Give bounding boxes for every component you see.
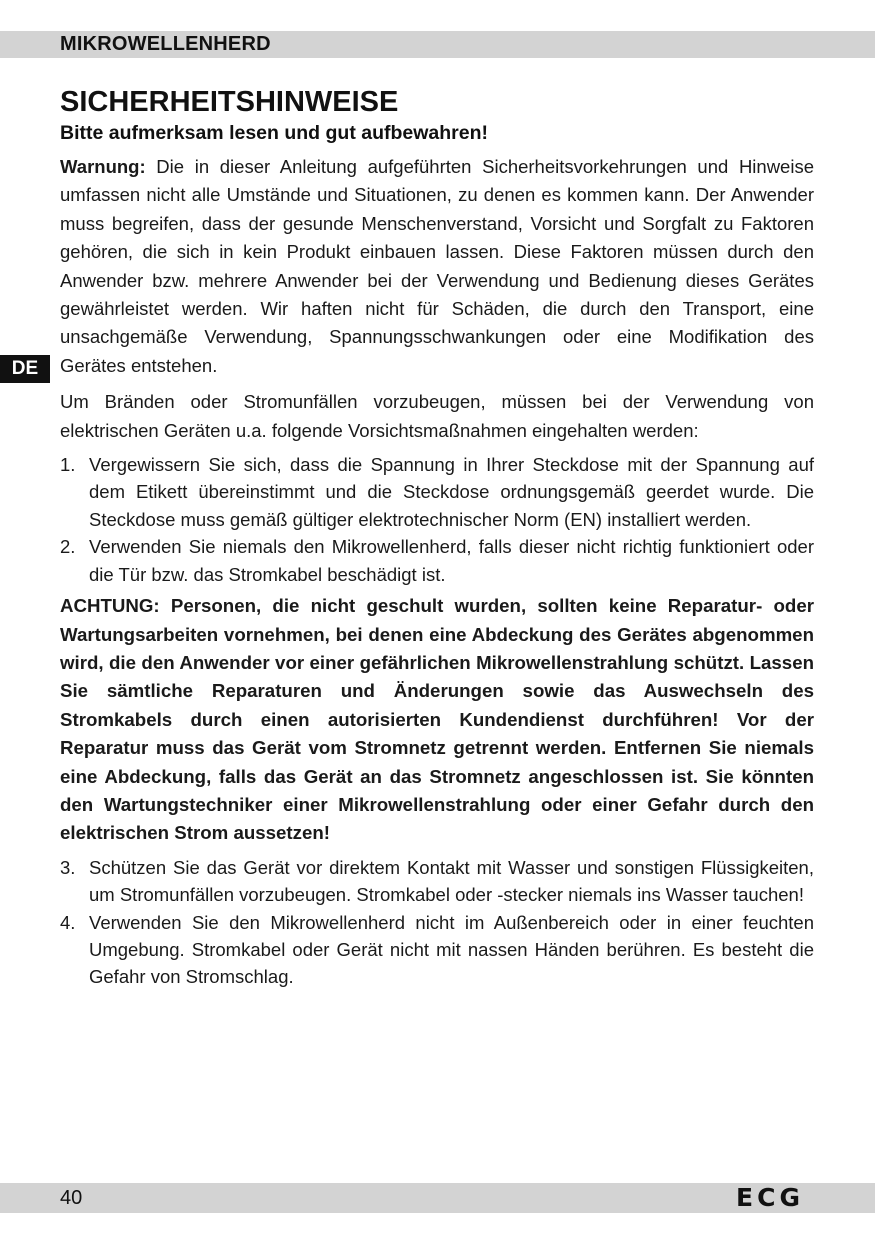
caution-paragraph: ACHTUNG: Personen, die nicht geschult wurden, sollten keine Reparatur- oder Wartungsarbeiten vornehmen, bei denen eine Abdeckung des Gerätes abgenommen wird, die den Anwender vor einer gefährlichen Mikrowellenstrahlung schützt. Lassen Sie sämtliche Reparaturen und Änderungen sowie das Auswechseln des Stromkabels durch einen autorisierten Kundendienst durchführen! Vor der Reparatur muss das Gerät vom Stromnetz getrennt werden. Entfernen Sie niemals eine Abdeckung, falls das Gerät an das Stromnetz angeschlossen ist. Sie könnten den Wartungstechniker einer Mikrowellenstrahlung oder einer Gefahr durch den elektrischen Strom aussetzen! [60,595,814,844]
section-subtitle: Bitte aufmerksam lesen und gut aufbewahren! [60,122,489,144]
list-item-number: 2. [60,536,76,558]
list-item [60,909,814,991]
list-item-text: Verwenden Sie den Mikrowellenherd nicht im Außenbereich oder in einer feuchten Umgebung. Stromkabel oder Gerät nicht mit nassen Händen berühren. Es besteht die Gefahr von Stromschlag. [89,911,814,988]
section-title: SICHERHEITSHINWEISE [60,86,399,118]
list-item-number: 4. [60,911,76,933]
precautions-list-2 [60,854,814,991]
list-item [60,854,814,909]
warning-text: Die in dieser Anleitung aufgeführten Sicherheitsvorkehrungen und Hinweise umfassen nicht alle Umstände und Situationen, zu denen es kommen kann. Der Anwender muss begreifen, dass der gesunde Menschenverstand, Vorsicht und Sorgfalt zu Faktoren gehören, die sich in kein Produkt einbauen lassen. Diese Faktoren müssen durch den Anwender bzw. mehrere Anwender bei der Verwendung und Bedienung dieses Gerätes gewährleistet werden. Wir haften nicht für Schäden, die durch den Transport, eine unsachgemäße Verwendung, Spannungsschwankungen oder eine Modifikation des Gerätes entstehen. [60,156,814,376]
list-item-number: 1. [60,454,76,476]
list-item [60,533,814,588]
ecg-logo: ECG [736,1183,804,1212]
list-item-text: Verwenden Sie niemals den Mikrowellenherd, falls dieser nicht richtig funktioniert oder die Tür bzw. das Stromkabel beschädigt ist. [89,536,814,585]
warning-paragraph [60,153,814,380]
precautions-list-1 [60,451,814,588]
list-item-number: 3. [60,856,76,878]
intro-paragraph: Um Bränden oder Stromunfällen vorzubeugen, müssen bei der Verwendung von elektrischen Geräten u.a. folgende Vorsichtsmaßnahmen eingehalten werden: [60,391,814,441]
page-content [60,84,814,993]
list-item [60,451,814,533]
list-item-text: Vergewissern Sie sich, dass die Spannung in Ihrer Steckdose mit der Spannung auf dem Etikett übereinstimmt und die Steckdose ordnungsgemäß geerdet wurde. Die Steckdose muss gemäß gültiger elektrotechnischer Norm (EN) installiert werden. [89,454,814,530]
warning-label: Warnung: [60,156,146,177]
running-header-title: MIKROWELLENHERD [60,33,271,55]
page-number: 40 [60,1187,83,1209]
list-item-text: Schützen Sie das Gerät vor direktem Kontakt mit Wasser und sonstigen Flüssigkeiten, um Stromunfällen vorzubeugen. Stromkabel oder -stecker niemals ins Wasser tauchen! [89,856,814,906]
language-tab: DE [0,355,50,383]
